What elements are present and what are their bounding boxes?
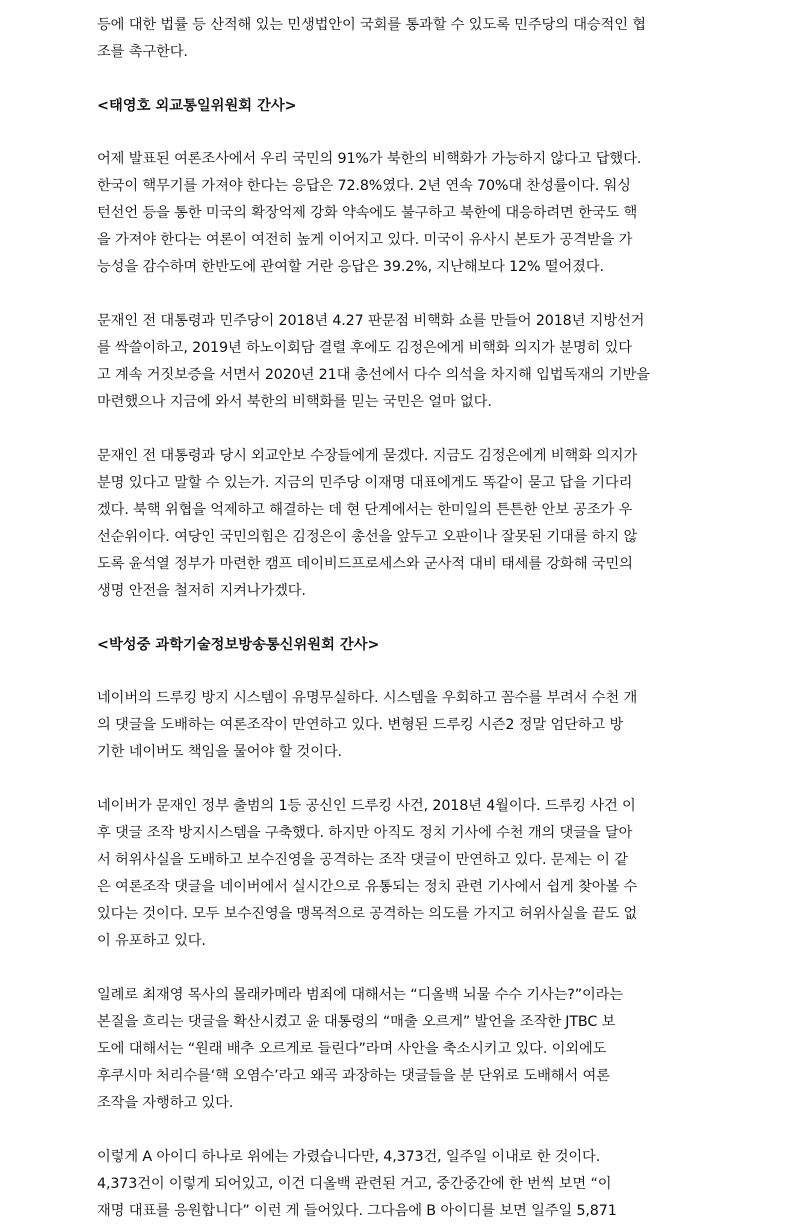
text-line: 기한 네이버도 책임을 물어야 할 것이다. bbox=[97, 744, 342, 760]
text-line: 서 허위사실을 도배하고 보수진영을 공격하는 조작 댓글이 만연하고 있다. 문제는 이 같 bbox=[97, 852, 628, 868]
text-line: 도에 대해서는 “원래 배추 오르게로 들린다”라며 사안을 축소시키고 있다. 이외에도 bbox=[97, 1041, 607, 1057]
text-line: 일례로 최재영 목사의 몰래카메라 범죄에 대해서는 “디올백 뇌물 수수 기사는?”이라는 bbox=[97, 987, 623, 1003]
document-page bbox=[97, 0, 697, 1225]
text-line: 4,373건이 이렇게 되어있고, 이건 디올백 관련된 거고, 중간중간에 한 번씩 보면 “이 bbox=[97, 1176, 612, 1192]
paragraph bbox=[97, 685, 697, 766]
text-line: 고 계속 거짓보증을 서면서 2020년 21대 총선에서 다수 의석을 차지해 입법독재의 기반을 bbox=[97, 367, 650, 383]
section-heading: <박성중 과학기술정보방송통신위원회 간사> bbox=[97, 637, 380, 653]
text-line: 의 댓글을 도배하는 여론조작이 만연하고 있다. 변형된 드루킹 시즌2 정말 엄단하고 방 bbox=[97, 717, 624, 733]
text-line: 조를 촉구한다. bbox=[97, 44, 188, 60]
text-line: 재명 대표를 응원합니다” 이런 게 들어있다. 그다음에 B 아이디를 보면 일주일 5,871 bbox=[97, 1203, 617, 1219]
paragraph bbox=[97, 308, 697, 416]
text-line: 능성을 감수하며 한반도에 관여할 거란 응답은 39.2%, 지난해보다 12% 떨어졌다. bbox=[97, 259, 604, 275]
text-line: 네이버가 문재인 정부 출범의 1등 공신인 드루킹 사건, 2018년 4월이다. 드루킹 사건 이 bbox=[97, 798, 636, 814]
text-line: 생명 안전을 철저히 지켜나가겠다. bbox=[97, 583, 306, 599]
paragraph bbox=[97, 982, 697, 1117]
text-line: 문재인 전 대통령과 당시 외교안보 수장들에게 묻겠다. 지금도 김정은에게 비핵화 의지가 bbox=[97, 448, 638, 464]
paragraph bbox=[97, 443, 697, 605]
text-line: 네이버의 드루킹 방지 시스템이 유명무실하다. 시스템을 우회하고 꼼수를 부려서 수천 개 bbox=[97, 690, 638, 706]
section-heading: <태영호 외교통일위원회 간사> bbox=[97, 98, 297, 114]
text-line: 어제 발표된 여론조사에서 우리 국민의 91%가 북한의 비핵화가 가능하지 않다고 답했다. bbox=[97, 151, 642, 167]
text-line: 본질을 흐리는 댓글을 확산시켰고 윤 대통령의 “매출 오르게” 발언을 조작한 JTBC 보 bbox=[97, 1014, 616, 1030]
text-line: 턴선언 등을 통한 미국의 확장억제 강화 약속에도 불구하고 북한에 대응하려면 한국도 핵 bbox=[97, 205, 638, 221]
paragraph bbox=[97, 793, 697, 955]
text-line: 있다는 것이다. 모두 보수진영을 맹목적으로 공격하는 의도를 가지고 허위사실을 끝도 없 bbox=[97, 906, 638, 922]
text-line: 등에 대한 법률 등 산적해 있는 민생법안이 국회를 통과할 수 있도록 민주당의 대승적인 협 bbox=[97, 17, 646, 33]
text-line: 조작을 자행하고 있다. bbox=[97, 1095, 234, 1111]
text-line: 이 유포하고 있다. bbox=[97, 933, 206, 949]
text-line: 마련했으나 지금에 와서 북한의 비핵화를 믿는 국민은 얼마 없다. bbox=[97, 394, 492, 410]
text-line: 를 싹쓸이하고, 2019년 하노이회담 결렬 후에도 김정은에게 비핵화 의지가 분명히 있다 bbox=[97, 340, 632, 356]
text-line: 선순위이다. 여당인 국민의힘은 김정은이 총선을 앞두고 오판이나 잘못된 기대를 하지 않 bbox=[97, 529, 638, 545]
text-line: 도록 윤석열 정부가 마련한 캠프 데이비드프로세스와 군사적 대비 태세를 강화해 국민의 bbox=[97, 556, 633, 572]
text-line: 을 가져야 한다는 여론이 여전히 높게 이어지고 있다. 미국이 유사시 본토가 공격받을 가 bbox=[97, 232, 633, 248]
text-line: 분명 있다고 말할 수 있는가. 지금의 민주당 이재명 대표에게도 똑같이 묻고 답을 기다리 bbox=[97, 475, 633, 491]
intro-paragraph bbox=[97, 12, 697, 66]
paragraph bbox=[97, 1144, 697, 1225]
text-line: 문재인 전 대통령과 민주당이 2018년 4.27 판문점 비핵화 쇼를 만들어 2018년 지방선거 bbox=[97, 313, 645, 329]
text-line: 후 댓글 조작 방지시스템을 구축했다. 하지만 아직도 정치 기사에 수천 개의 댓글을 달아 bbox=[97, 825, 633, 841]
text-line: 후쿠시마 처리수를‘핵 오염수’라고 왜곡 과장하는 댓글들을 분 단위로 도배해서 여론 bbox=[97, 1068, 610, 1084]
text-line: 겠다. 북핵 위협을 억제하고 해결하는 데 현 단계에서는 한미일의 튼튼한 안보 공조가 우 bbox=[97, 502, 633, 518]
paragraph bbox=[97, 146, 697, 281]
text-line: 한국이 핵무기를 가져야 한다는 응답은 72.8%였다. 2년 연속 70%대 찬성률이다. 워싱 bbox=[97, 178, 631, 194]
text-line: 은 여론조작 댓글을 네이버에서 실시간으로 유통되는 정치 관련 기사에서 쉽게 찾아볼 수 bbox=[97, 879, 638, 895]
text-line: 이렇게 A 아이디 하나로 위에는 가렸습니다만, 4,373건, 일주일 이내로 한 것이다. bbox=[97, 1149, 601, 1165]
